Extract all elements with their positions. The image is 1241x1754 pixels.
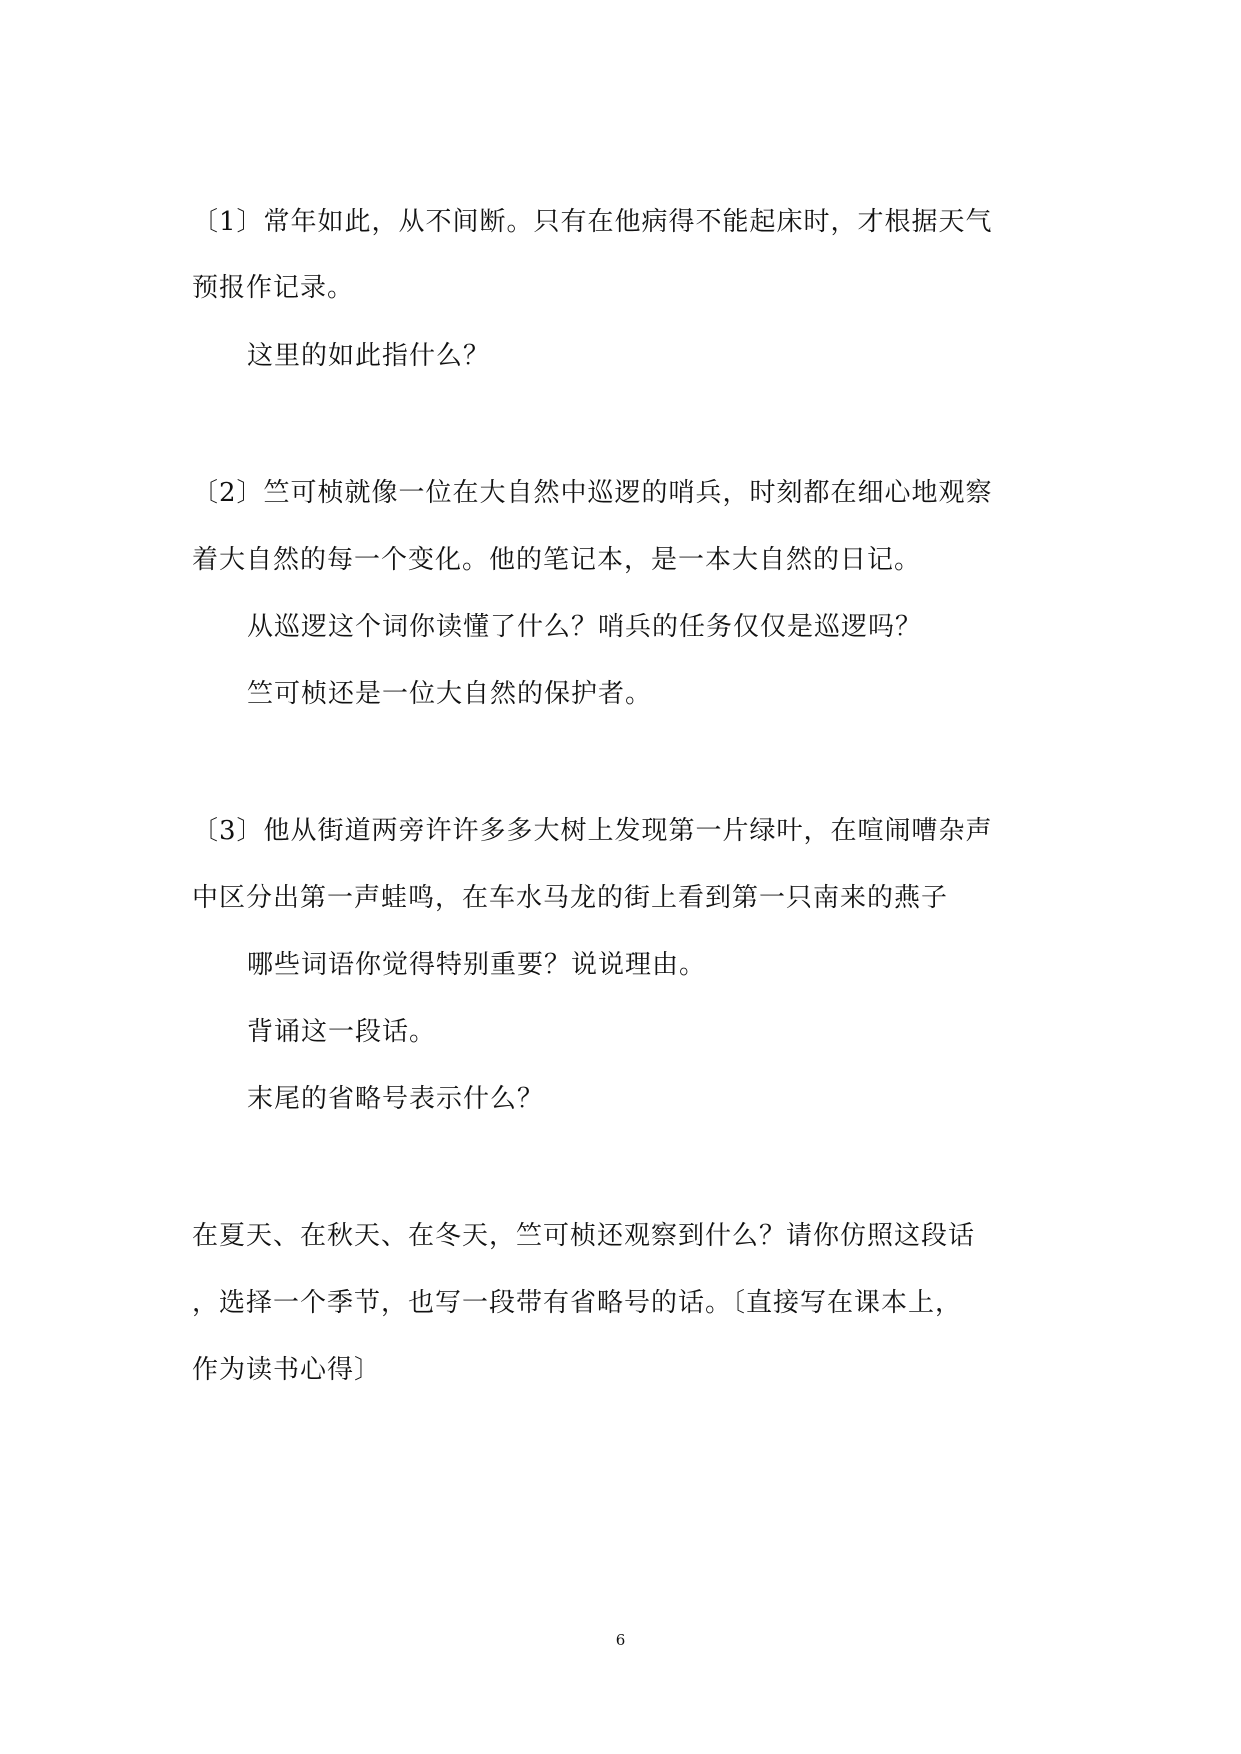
section-4-line-2: ，选择一个季节，也写一段带有省略号的话。〔直接写在课本上， [192, 1288, 963, 1318]
section-2-line-1: 〔2〕竺可桢就像一位在大自然中巡逻的哨兵，时刻都在细心地观察 [192, 478, 993, 508]
section-3-line-2: 中区分出第一声蛙鸣，在车水马龙的街上看到第一只南来的燕子 [192, 883, 949, 913]
section-4-line-1: 在夏天、在秋天、在冬天，竺可桢还观察到什么？请你仿照这段话 [192, 1221, 976, 1251]
section-1-line-1: 〔1〕常年如此，从不间断。只有在他病得不能起床时，才根据天气 [192, 207, 993, 237]
section-3-line-1: 〔3〕他从街道两旁许许多多大树上发现第一片绿叶，在喧闹嘈杂声 [192, 816, 993, 846]
section-3-question-1: 哪些词语你觉得特别重要？说说理由。 [247, 950, 707, 980]
section-3-question-3: 末尾的省略号表示什么？ [247, 1084, 545, 1114]
section-4-line-3: 作为读书心得〕 [192, 1355, 382, 1385]
section-3-question-2: 背诵这一段话。 [247, 1017, 437, 1047]
section-2-line-2: 着大自然的每一个变化。他的笔记本，是一本大自然的日记。 [192, 545, 922, 575]
section-2-question-2: 竺可桢还是一位大自然的保护者。 [247, 679, 653, 709]
section-1-line-2: 预报作记录。 [192, 273, 355, 303]
section-2-question-1: 从巡逻这个词你读懂了什么？哨兵的任务仅仅是巡逻吗？ [247, 612, 923, 642]
section-1-question-1: 这里的如此指什么？ [247, 341, 491, 371]
page-number: 6 [615, 1631, 626, 1649]
